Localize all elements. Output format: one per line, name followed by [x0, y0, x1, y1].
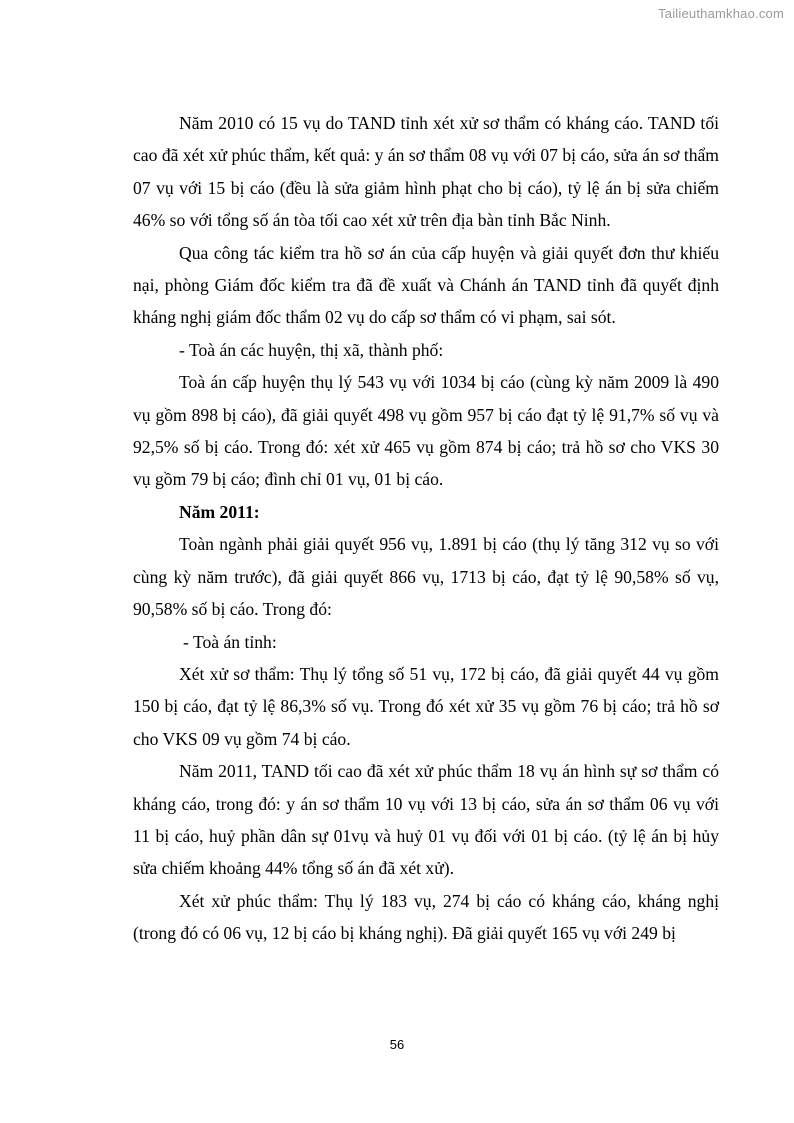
heading-district-courts: - Toà án các huyện, thị xã, thành phố: [179, 339, 444, 360]
paragraph-first-instance: Xét xử sơ thẩm: Thụ lý tổng số 51 vụ, 172 bị cáo, đã giải quyết 44 vụ gồm 150 bị cáo, đạt tỷ lệ 86,3% số vụ. Trong đó xét xử 35 vụ gồm 76 bị cáo; trả hồ sơ cho VKS 09 vụ gồm 74 bị cáo. [133, 663, 719, 749]
paragraph-supreme-court-2011: Năm 2011, TAND tối cao đã xét xử phúc thẩm 18 vụ án hình sự sơ thẩm có kháng cáo, trong đó: y án sơ thẩm 10 vụ với 13 bị cáo, sửa án sơ thẩm 06 vụ với 11 bị cáo, huỷ phần dân sự 01vụ và huỷ 01 vụ đối với 01 bị cáo. (tỷ lệ án bị hủy sửa chiếm khoảng 44% tổng số án đã xét xử). [133, 761, 719, 879]
heading-year-2011: Năm 2011: [179, 501, 260, 522]
paragraph-appeal-trial: Xét xử phúc thẩm: Thụ lý 183 vụ, 274 bị cáo có kháng cáo, kháng nghị (trong đó có 06 vụ, 12 bị cáo bị kháng nghị). Đã giải quyết 165 vụ với 249 bị [133, 890, 719, 944]
page-body [133, 107, 719, 950]
heading-provincial-court: - Toà án tỉnh: [183, 631, 277, 652]
page-number: 56 [389, 1037, 405, 1052]
paragraph-2010-appeals: Năm 2010 có 15 vụ do TAND tỉnh xét xử sơ thẩm có kháng cáo. TAND tối cao đã xét xử phúc thẩm, kết quả: y án sơ thẩm 08 vụ với 07 bị cáo, sửa án sơ thẩm 07 vụ với 15 bị cáo (đều là sửa giảm hình phạt cho bị cáo), tỷ lệ án bị sửa chiếm 46% so với tổng số án tòa tối cao xét xử trên địa bàn tỉnh Bắc Ninh. [133, 113, 719, 231]
paragraph-district-courts: Toà án cấp huyện thụ lý 543 vụ với 1034 bị cáo (cùng kỳ năm 2009 là 490 vụ gồm 898 bị cáo), đã giải quyết 498 vụ gồm 957 bị cáo đạt tỷ lệ 91,7% số vụ và 92,5% số bị cáo. Trong đó: xét xử 465 vụ gồm 874 bị cáo; trả hồ sơ cho VKS 30 vụ gồm 79 bị cáo; đình chỉ 01 vụ, 01 bị cáo. [133, 372, 719, 490]
paragraph-2011-overview: Toàn ngành phải giải quyết 956 vụ, 1.891 bị cáo (thụ lý tăng 312 vụ so với cùng kỳ năm trước), đã giải quyết 866 vụ, 1713 bị cáo, đạt tỷ lệ 90,58% số vụ, 90,58% số bị cáo. Trong đó: [133, 534, 719, 620]
watermark: Tailieuthamkhao.com [658, 6, 784, 21]
paragraph-inspection: Qua công tác kiểm tra hồ sơ án của cấp huyện và giải quyết đơn thư khiếu nại, phòng Giám đốc kiểm tra đã đề xuất và Chánh án TAND tỉnh đã quyết định kháng nghị giám đốc thẩm 02 vụ do cấp sơ thẩm có vi phạm, sai sót. [133, 242, 719, 328]
